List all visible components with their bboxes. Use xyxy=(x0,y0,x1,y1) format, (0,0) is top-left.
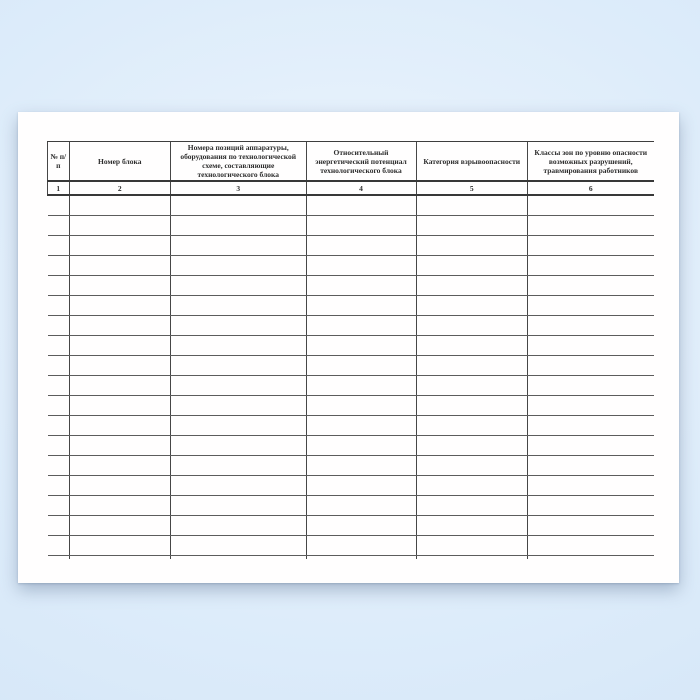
empty-cell xyxy=(416,535,528,555)
empty-cell xyxy=(69,235,171,255)
empty-cell xyxy=(69,515,171,535)
empty-cell xyxy=(171,195,307,215)
table-row xyxy=(48,495,654,515)
empty-cell xyxy=(306,195,416,215)
empty-cell xyxy=(416,335,528,355)
empty-cell xyxy=(528,195,654,215)
empty-cell xyxy=(528,495,654,515)
empty-cell xyxy=(528,255,654,275)
empty-cell xyxy=(416,515,528,535)
empty-cell xyxy=(48,355,70,375)
empty-cell xyxy=(171,455,307,475)
empty-cell xyxy=(306,535,416,555)
empty-cell xyxy=(69,435,171,455)
empty-cell xyxy=(306,295,416,315)
empty-cell xyxy=(416,435,528,455)
empty-cell xyxy=(416,275,528,295)
divider-tail-cell xyxy=(69,555,171,559)
empty-cell xyxy=(171,335,307,355)
column-number: 4 xyxy=(306,181,416,195)
empty-cell xyxy=(48,195,70,215)
empty-cell xyxy=(69,415,171,435)
divider-tail-row xyxy=(48,555,654,559)
empty-cell xyxy=(306,415,416,435)
column-numbers-row xyxy=(48,181,654,195)
empty-cell xyxy=(416,395,528,415)
empty-cell xyxy=(306,495,416,515)
empty-cell xyxy=(48,395,70,415)
empty-cell xyxy=(528,535,654,555)
divider-tail-cell xyxy=(528,555,654,559)
divider-tail-cell xyxy=(416,555,528,559)
empty-cell xyxy=(171,215,307,235)
empty-cell xyxy=(171,435,307,455)
empty-cell xyxy=(416,415,528,435)
column-header-block-number: Номер блока xyxy=(69,142,171,182)
table-row xyxy=(48,235,654,255)
empty-cell xyxy=(306,395,416,415)
table-row xyxy=(48,215,654,235)
empty-cell xyxy=(416,235,528,255)
empty-cell xyxy=(416,195,528,215)
column-number: 3 xyxy=(171,181,307,195)
empty-cell xyxy=(48,275,70,295)
table-header xyxy=(48,142,654,196)
empty-cell xyxy=(416,215,528,235)
empty-cell xyxy=(171,275,307,295)
divider-tail-cell xyxy=(306,555,416,559)
empty-cell xyxy=(528,515,654,535)
column-header-equipment-positions: Номера позиций аппаратуры, оборудования по технологической схеме, составляющие технологического блока xyxy=(171,142,307,182)
column-header-energy-potential: Относительный энергетический потенциал технологического блока xyxy=(306,142,416,182)
empty-cell xyxy=(306,475,416,495)
empty-cell xyxy=(416,475,528,495)
empty-cell xyxy=(306,355,416,375)
empty-cell xyxy=(69,535,171,555)
empty-cell xyxy=(69,275,171,295)
empty-cell xyxy=(306,335,416,355)
empty-cell xyxy=(48,215,70,235)
empty-cell xyxy=(171,255,307,275)
empty-cell xyxy=(171,515,307,535)
empty-cell xyxy=(528,475,654,495)
empty-cell xyxy=(416,375,528,395)
empty-cell xyxy=(416,455,528,475)
empty-cell xyxy=(306,515,416,535)
empty-cell xyxy=(171,495,307,515)
empty-cell xyxy=(171,395,307,415)
empty-cell xyxy=(416,255,528,275)
empty-cell xyxy=(69,335,171,355)
empty-cell xyxy=(528,235,654,255)
column-header-row-number: № п/п xyxy=(48,142,70,182)
table-row xyxy=(48,355,654,375)
empty-cell xyxy=(69,315,171,335)
empty-cell xyxy=(528,375,654,395)
empty-cell xyxy=(528,295,654,315)
empty-cell xyxy=(69,295,171,315)
empty-cell xyxy=(48,295,70,315)
empty-cell xyxy=(69,455,171,475)
empty-cell xyxy=(69,215,171,235)
divider-tail-cell xyxy=(171,555,307,559)
column-header-hazard-zone-classes: Классы зон по уровню опасности возможных разрушений, травмирования работников xyxy=(528,142,654,182)
empty-cell xyxy=(171,355,307,375)
empty-cell xyxy=(528,395,654,415)
empty-cell xyxy=(528,355,654,375)
empty-cell xyxy=(48,415,70,435)
table-row xyxy=(48,455,654,475)
empty-cell xyxy=(69,495,171,515)
empty-cell xyxy=(48,495,70,515)
table-row xyxy=(48,375,654,395)
empty-cell xyxy=(48,455,70,475)
empty-cell xyxy=(48,375,70,395)
empty-cell xyxy=(528,215,654,235)
empty-cell xyxy=(416,495,528,515)
empty-cell xyxy=(171,375,307,395)
document-page xyxy=(18,112,679,583)
header-row xyxy=(48,142,654,182)
empty-cell xyxy=(48,315,70,335)
empty-cell xyxy=(69,375,171,395)
table-row xyxy=(48,295,654,315)
empty-cell xyxy=(416,315,528,335)
empty-cell xyxy=(171,235,307,255)
table-row xyxy=(48,315,654,335)
empty-cell xyxy=(69,475,171,495)
column-number: 5 xyxy=(416,181,528,195)
empty-cell xyxy=(528,455,654,475)
empty-cell xyxy=(528,275,654,295)
table-row xyxy=(48,275,654,295)
empty-cell xyxy=(306,375,416,395)
empty-cell xyxy=(416,295,528,315)
empty-cell xyxy=(416,355,528,375)
table-row xyxy=(48,475,654,495)
empty-cell xyxy=(306,435,416,455)
empty-cell xyxy=(171,295,307,315)
table-row xyxy=(48,335,654,355)
empty-cell xyxy=(306,455,416,475)
empty-cell xyxy=(48,435,70,455)
column-number: 2 xyxy=(69,181,171,195)
column-number: 1 xyxy=(48,181,70,195)
column-number: 6 xyxy=(528,181,654,195)
table-row xyxy=(48,515,654,535)
empty-cell xyxy=(306,215,416,235)
empty-cell xyxy=(528,415,654,435)
hazard-blocks-form-table xyxy=(47,141,654,559)
empty-cell xyxy=(528,315,654,335)
empty-cell xyxy=(306,235,416,255)
empty-cell xyxy=(48,515,70,535)
table-row xyxy=(48,415,654,435)
empty-cell xyxy=(306,255,416,275)
empty-cell xyxy=(306,315,416,335)
table-row xyxy=(48,395,654,415)
table-row xyxy=(48,195,654,215)
empty-cell xyxy=(528,435,654,455)
column-header-explosion-category: Категория взрывоопасности xyxy=(416,142,528,182)
empty-cell xyxy=(171,535,307,555)
empty-cell xyxy=(69,255,171,275)
empty-cell xyxy=(48,235,70,255)
empty-cell xyxy=(48,475,70,495)
empty-cell xyxy=(528,335,654,355)
empty-cell xyxy=(171,315,307,335)
empty-cell xyxy=(306,275,416,295)
table-row xyxy=(48,255,654,275)
empty-cell xyxy=(48,335,70,355)
empty-cell xyxy=(48,255,70,275)
table-body xyxy=(48,195,654,559)
empty-cell xyxy=(69,395,171,415)
empty-cell xyxy=(69,195,171,215)
divider-tail-cell xyxy=(48,555,70,559)
empty-cell xyxy=(48,535,70,555)
empty-cell xyxy=(171,415,307,435)
empty-cell xyxy=(69,355,171,375)
table-row xyxy=(48,435,654,455)
table-row xyxy=(48,535,654,555)
empty-cell xyxy=(171,475,307,495)
